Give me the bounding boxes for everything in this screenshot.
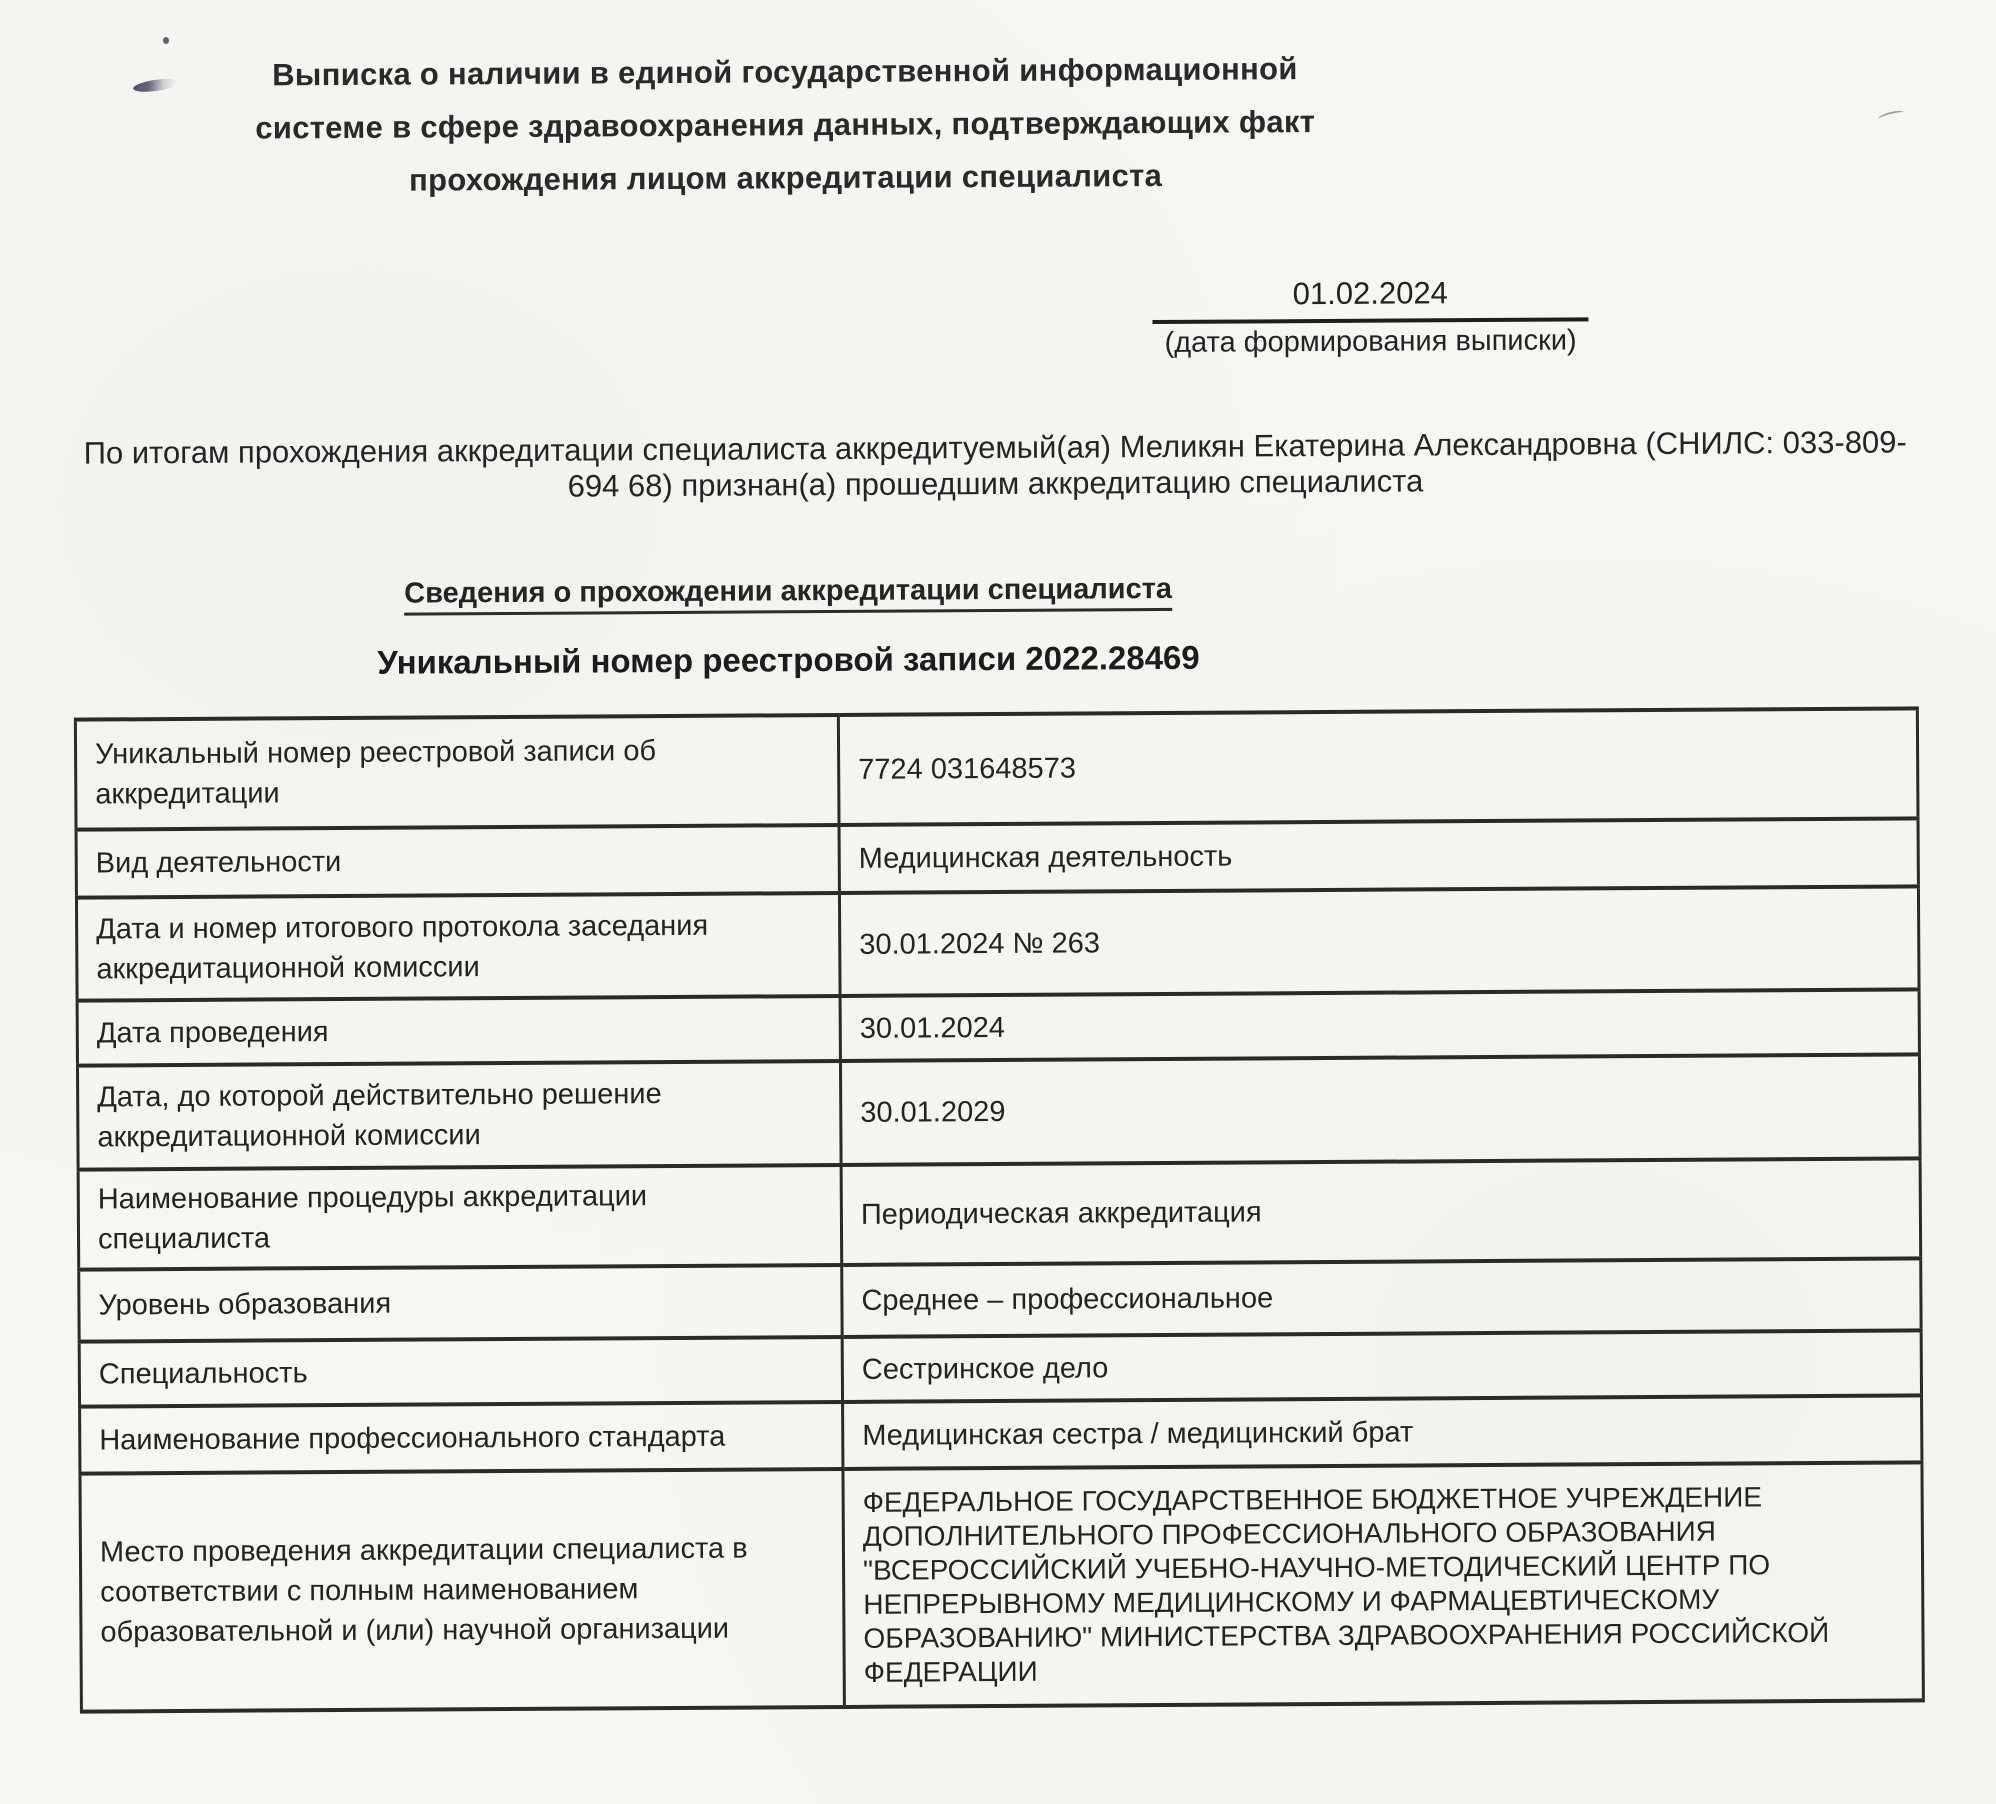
title-line: Выписка о наличии в единой государственной информационной [272,51,1298,93]
field-value: Периодическая аккредитация [841,1158,1921,1265]
issue-date-block [1152,274,1588,360]
issue-date-caption: (дата формирования выписки) [1164,324,1577,359]
section-heading-text: Сведения о прохождении аккредитации специалиста [404,573,1172,616]
field-value: Сестринское дело [842,1330,1921,1402]
table-row [80,1462,1923,1711]
title-line: системе в сфере здравоохранения данных, подтверждающих факт [255,104,1316,146]
issue-date-value: 01.02.2024 [1152,274,1588,324]
field-label: Наименование процедуры аккредитации специалиста [78,1165,842,1270]
field-label: Дата, до которой действительно решение аккредитационной комиссии [77,1061,841,1170]
field-label: Уровень образования [79,1265,842,1342]
table-row [77,1054,1920,1169]
field-value: ФЕДЕРАЛЬНОЕ ГОСУДАРСТВЕННОЕ БЮДЖЕТНОЕ УЧРЕЖДЕНИЕ ДОПОЛНИТЕЛЬНОГО ПРОФЕССИОНАЛЬНОГО ОБРАЗОВАНИЯ "ВСЕРОССИЙСКИЙ УЧЕБНО-НАУЧНО-МЕТОДИЧЕСКИЙ ЦЕНТР ПО НЕПРЕРЫВНОМУ МЕДИЦИНСКОМУ И ФАРМАЦЕВТИЧЕСКОМУ ОБРАЗОВАНИЮ" МИНИСТЕРСТВА ЗДРАВООХРАНЕНИЯ РОССИЙСКОЙ ФЕДЕРАЦИИ [843,1462,1923,1707]
table-row [79,1330,1921,1406]
registry-record-heading: Уникальный номер реестровой записи 2022.28469 [377,638,1200,681]
title-line: прохождения лицом аккредитации специалиста [408,157,1163,198]
section-heading [0,570,1578,613]
table-row [80,1395,1922,1473]
field-label: Специальность [79,1337,842,1407]
field-label: Дата и номер итогового протокола заседания аккредитационной комиссии [76,893,840,1001]
table-row [79,1258,1921,1341]
table-row [78,1158,1921,1269]
document-title [0,40,1576,209]
field-label: Уникальный номер реестровой записи об аккредитации [75,715,839,830]
field-label: Дата проведения [77,996,840,1066]
table-row [76,818,1918,897]
accreditation-table [74,706,1925,1713]
field-value: Среднее – профессиональное [842,1258,1921,1337]
table-row [75,708,1918,829]
field-value: 30.01.2024 № 263 [839,886,1919,996]
field-value: Медицинская сестра / медицинский брат [843,1395,1922,1469]
field-label: Место проведения аккредитации специалиста в соответствии с полным наименованием образовательной и (или) научной организации [80,1469,844,1712]
field-value: Медицинская деятельность [839,818,1918,893]
field-label: Вид деятельности [76,825,839,898]
field-value: 30.01.2029 [840,1054,1920,1165]
table-row [76,886,1919,1000]
field-value: 30.01.2024 [840,989,1919,1061]
field-value: 7724 031648573 [838,708,1918,825]
table-row [77,989,1919,1065]
intro-paragraph: По итогам прохождения аккредитации специалиста аккредитуемый(ая) Меликян Екатерина Александровна (СНИЛС: 033-809-694 68) признан(а) прошедшим аккредитацию специалиста [83,424,1907,504]
field-label: Наименование профессионального стандарта [80,1402,843,1474]
